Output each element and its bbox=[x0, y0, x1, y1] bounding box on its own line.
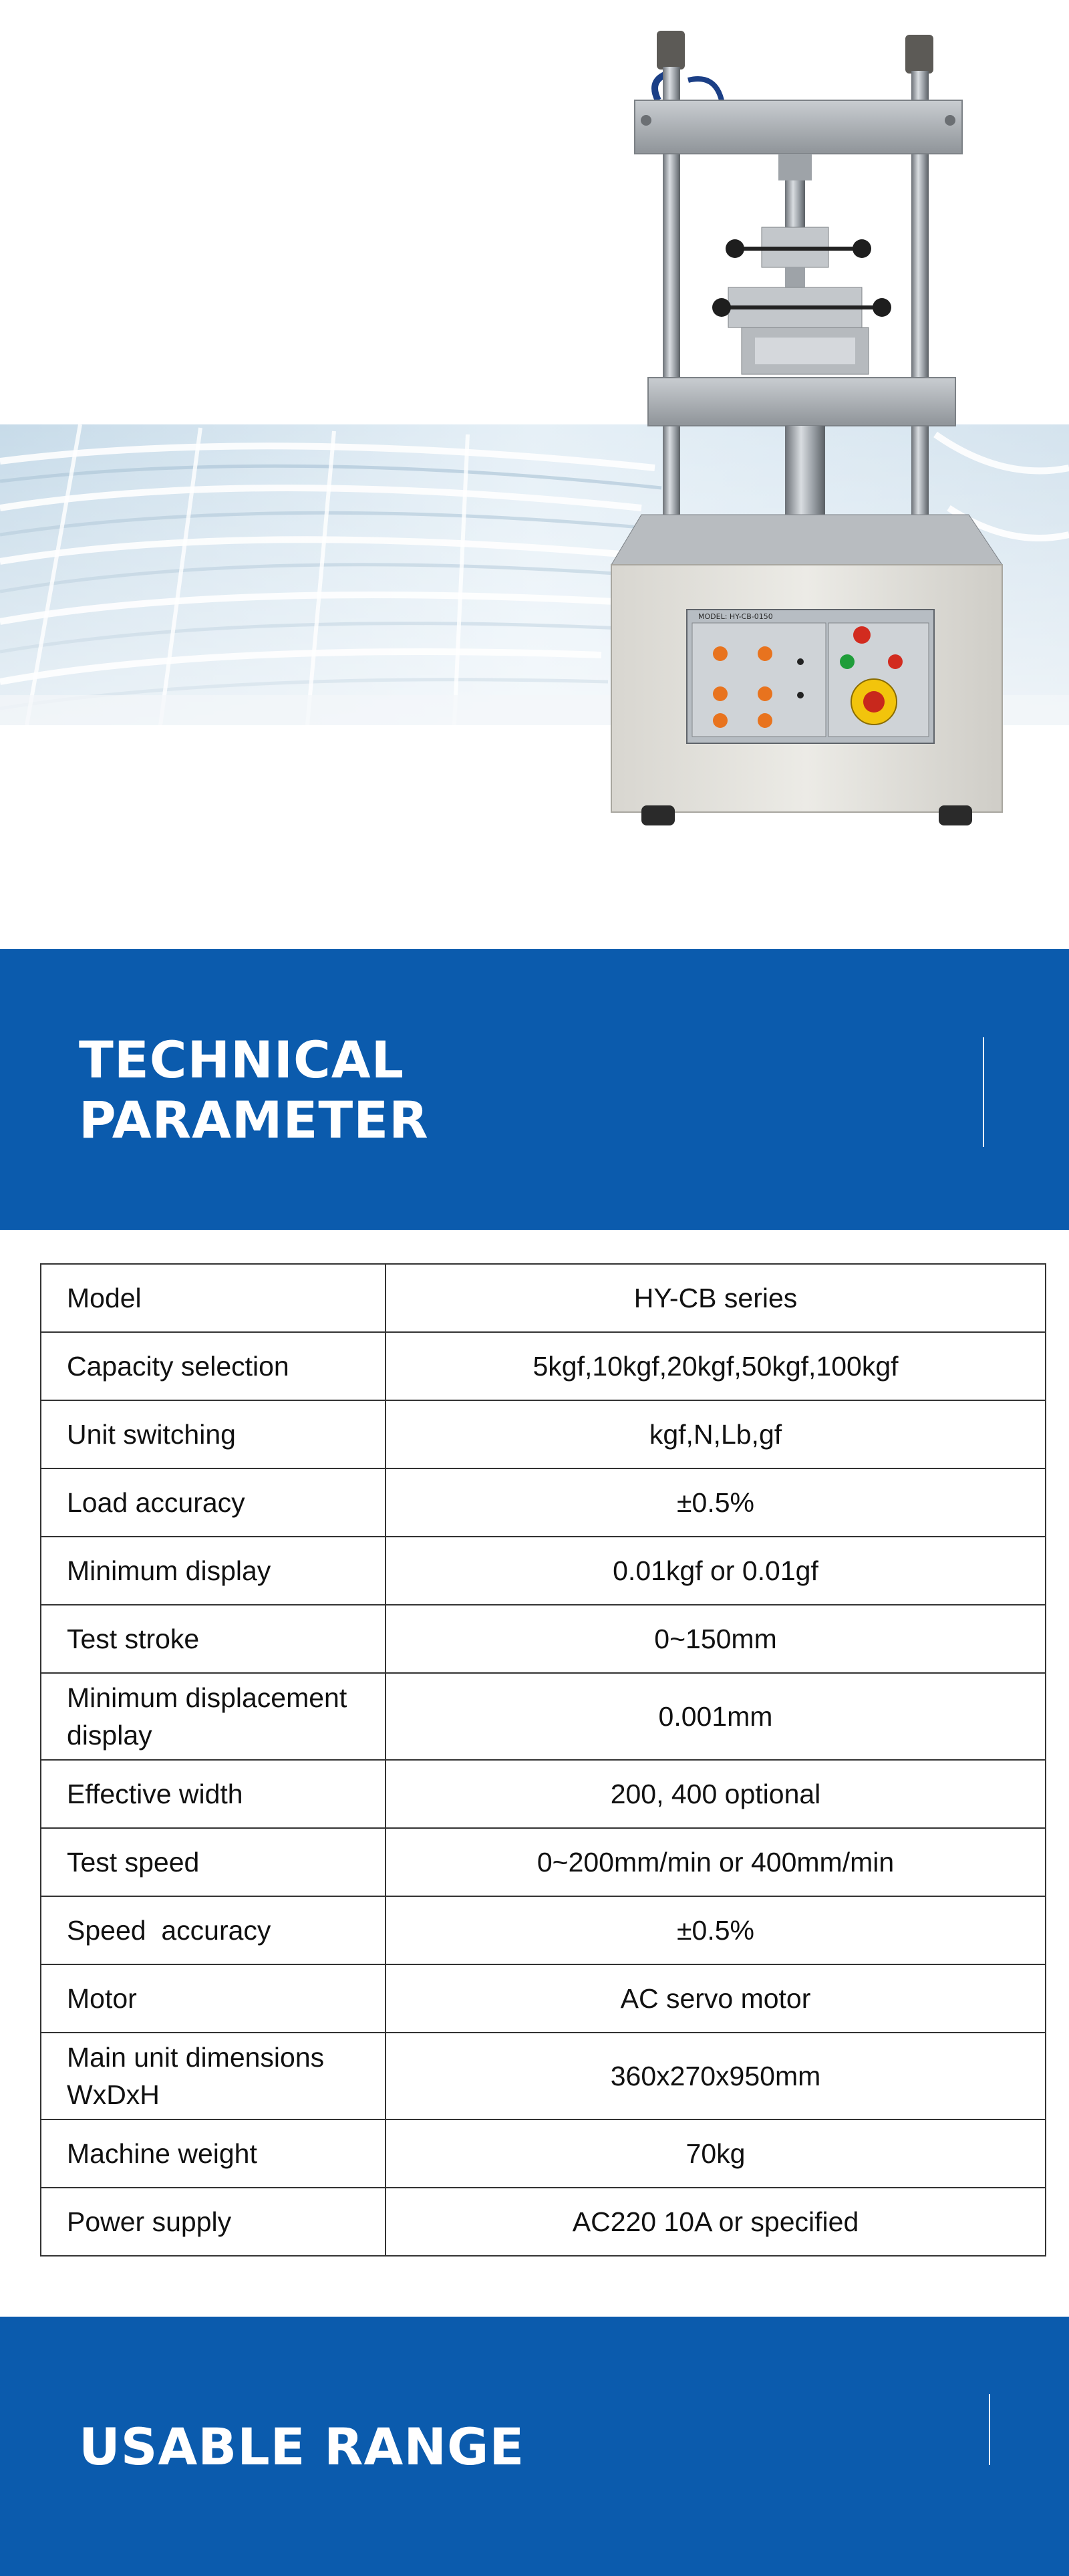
table-row bbox=[41, 1673, 1046, 1760]
spec-label: Main unit dimensions WxDxH bbox=[41, 2033, 386, 2119]
spec-value: 360x270x950mm bbox=[386, 2033, 1046, 2119]
spec-label: Power supply bbox=[41, 2188, 386, 2256]
technical-parameter-banner bbox=[0, 949, 1069, 1230]
spec-label: Speed accuracy bbox=[41, 1896, 386, 1964]
technical-parameter-heading: TECHNICAL PARAMETER bbox=[79, 1030, 429, 1150]
spec-value: 5kgf,10kgf,20kgf,50kgf,100kgf bbox=[386, 1332, 1046, 1400]
table-row bbox=[41, 1400, 1046, 1468]
spec-value: 0.001mm bbox=[386, 1673, 1046, 1760]
spec-label: Motor bbox=[41, 1964, 386, 2033]
spec-label: Unit switching bbox=[41, 1400, 386, 1468]
banner-divider bbox=[983, 1037, 984, 1147]
spec-label: Test stroke bbox=[41, 1605, 386, 1673]
table-row bbox=[41, 1537, 1046, 1605]
panel-model-label: MODEL: HY-CB-0150 bbox=[698, 612, 773, 621]
table-row bbox=[41, 1605, 1046, 1673]
spec-label: Effective width bbox=[41, 1760, 386, 1828]
table-row bbox=[41, 1332, 1046, 1400]
table-row bbox=[41, 1264, 1046, 1332]
spec-value: 0~200mm/min or 400mm/min bbox=[386, 1828, 1046, 1896]
spec-value: AC servo motor bbox=[386, 1964, 1046, 2033]
spec-label: Minimum displacement display bbox=[41, 1673, 386, 1760]
spec-label: Test speed bbox=[41, 1828, 386, 1896]
spec-label: Machine weight bbox=[41, 2119, 386, 2188]
usable-range-banner bbox=[0, 2317, 1069, 2576]
spec-value: 70kg bbox=[386, 2119, 1046, 2188]
spec-label: Capacity selection bbox=[41, 1332, 386, 1400]
spec-value: 0~150mm bbox=[386, 1605, 1046, 1673]
table-row bbox=[41, 1828, 1046, 1896]
hero-section bbox=[0, 0, 1069, 949]
spec-label: Model bbox=[41, 1264, 386, 1332]
spec-table bbox=[40, 1263, 1046, 2257]
test-machine-image bbox=[0, 0, 1069, 949]
table-row bbox=[41, 1964, 1046, 2033]
spec-label: Minimum display bbox=[41, 1537, 386, 1605]
banner-divider bbox=[989, 2394, 990, 2465]
spec-value: HY-CB series bbox=[386, 1264, 1046, 1332]
table-row bbox=[41, 1896, 1046, 1964]
table-row bbox=[41, 2033, 1046, 2119]
table-row bbox=[41, 2119, 1046, 2188]
spec-value: 0.01kgf or 0.01gf bbox=[386, 1537, 1046, 1605]
spec-value: kgf,N,Lb,gf bbox=[386, 1400, 1046, 1468]
spec-value: AC220 10A or specified bbox=[386, 2188, 1046, 2256]
usable-range-heading: USABLE RANGE bbox=[79, 2417, 525, 2476]
spec-label: Load accuracy bbox=[41, 1468, 386, 1537]
spec-value: 200, 400 optional bbox=[386, 1760, 1046, 1828]
table-row bbox=[41, 1760, 1046, 1828]
spec-value: ±0.5% bbox=[386, 1468, 1046, 1537]
table-row bbox=[41, 1468, 1046, 1537]
table-row bbox=[41, 2188, 1046, 2256]
spec-value: ±0.5% bbox=[386, 1896, 1046, 1964]
